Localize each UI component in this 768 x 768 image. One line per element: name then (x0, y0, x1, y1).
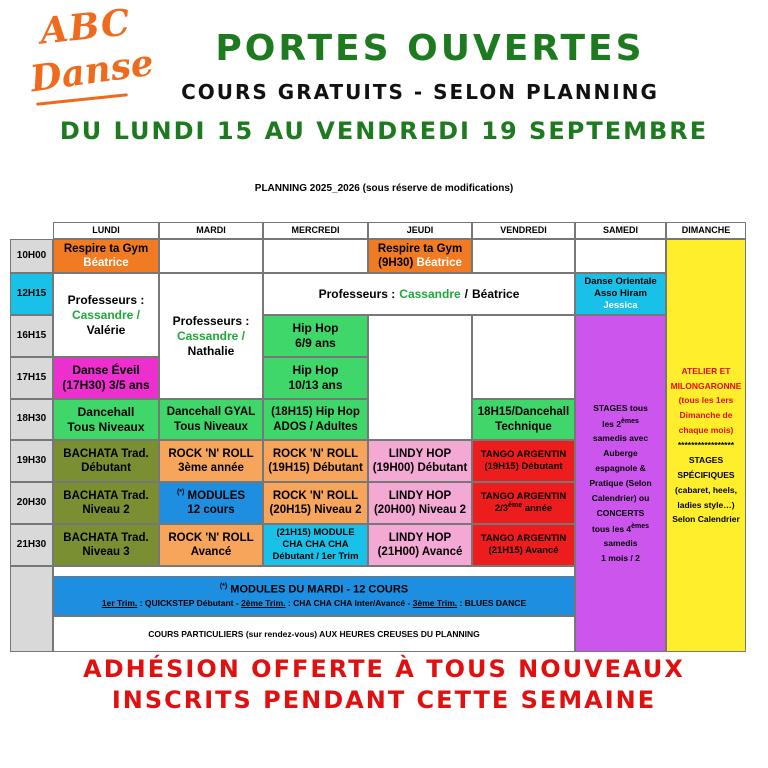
class-name: LINDY HOP (388, 447, 452, 460)
vendredi-dancehall (472, 399, 575, 440)
jeudi-empty (368, 315, 472, 440)
lundi-bachata-1 (53, 440, 159, 482)
private-lessons: COURS PARTICULIERS (sur rendez-vous) AUX HEURES CREUSES DU PLANNING (53, 616, 575, 652)
class-name: Respire ta Gym (63, 242, 149, 255)
jeudi-lindy-3 (368, 524, 472, 566)
jeudi-lindy-1 (368, 440, 472, 482)
class-name: Hip Hop (292, 321, 339, 335)
class-detail: (19H15) Débutant (484, 461, 563, 472)
trimester-text: : CHA CHA CHA Inter/Avancé - (287, 597, 411, 608)
time-19h30: 19H30 (10, 440, 53, 482)
day-header-lundi: LUNDI (53, 222, 159, 239)
prof-name: Béatrice (472, 286, 520, 301)
class-name: Danse Orientale (584, 276, 657, 288)
stages-line: samedis (603, 538, 638, 549)
samedi-empty (575, 239, 666, 273)
trimester-text: : QUICKSTEP Débutant - (139, 597, 239, 608)
mercredi-empty (263, 239, 368, 273)
teacher-name: Béatrice (416, 257, 462, 269)
prof-name: Cassandre / (71, 307, 141, 322)
schedule-grid (10, 222, 746, 652)
class-level: 2/3 (494, 503, 509, 515)
class-detail: Tous Niveaux (67, 419, 145, 434)
mardi-rock-2 (159, 524, 263, 566)
class-name: Dancehall GYAL (166, 406, 256, 419)
class-detail: (21H00) Avancé (377, 546, 463, 558)
class-detail: Technique (495, 420, 552, 433)
class-name: LINDY HOP (388, 489, 452, 502)
vendredi-tango-3 (472, 524, 575, 566)
superscript: èmes (631, 522, 650, 530)
jeudi-gym (368, 239, 472, 273)
mercredi-hiphop-3 (263, 399, 368, 440)
vendredi-tango-1 (472, 440, 575, 482)
time-empty (10, 566, 53, 652)
time-18h30: 18H30 (10, 399, 53, 440)
class-name: TANGO ARGENTIN (480, 449, 567, 461)
class-time: (9H30) (378, 257, 414, 269)
day-header-jeudi: JEUDI (368, 222, 472, 239)
stages-line: Selon Calendrier (672, 514, 740, 525)
class-detail: (17H30) 3/5 ans (62, 378, 150, 392)
stages-line: ladies style…) (677, 499, 735, 510)
mardi-dancehall (159, 399, 263, 440)
day-header-mardi: MARDI (159, 222, 263, 239)
superscript: ème (508, 502, 523, 510)
class-detail: ADOS / Adultes (273, 420, 358, 433)
lundi-bachata-3 (53, 524, 159, 566)
mardi-professors (159, 273, 263, 399)
asterisk-note: (*) (176, 488, 185, 496)
class-name: ROCK 'N' ROLL (272, 447, 359, 460)
merc-jeudi-professors (263, 273, 575, 315)
class-name (177, 489, 245, 503)
class-name: Hip Hop (292, 363, 339, 377)
class-name: (21H15) MODULE (276, 527, 355, 539)
trimester-label: 3ème Trim. (412, 597, 458, 608)
prof-name: Cassandre / (176, 328, 246, 343)
time-16h15: 16H15 (10, 315, 53, 357)
time-12h15: 12H15 (10, 273, 53, 315)
class-name: Danse Éveil (72, 363, 140, 377)
class-name: BACHATA Trad. (63, 447, 149, 460)
prof-name: Valérie (86, 322, 126, 337)
lundi-bachata-2 (53, 482, 159, 524)
footer-line-1: ADHÉSION OFFERTE À TOUS NOUVEAUX (83, 655, 685, 683)
time-10h00: 10H00 (10, 239, 53, 273)
class-name: ROCK 'N' ROLL (272, 489, 359, 502)
stages-line: (cabaret, heels, (675, 484, 737, 495)
mardi-empty (159, 239, 263, 273)
modules-banner (53, 576, 575, 616)
abc-danse-logo (27, 1, 157, 118)
stages-line: 1 mois / 2 (601, 553, 640, 564)
mardi-rock-1 (159, 440, 263, 482)
prof-name: Cassandre (399, 286, 461, 301)
atelier-line: ATELIER ET (681, 365, 731, 376)
day-header-dimanche: DIMANCHE (666, 222, 746, 239)
vendredi-empty-2 (472, 315, 575, 399)
atelier-line: (tous les 1ers (678, 395, 734, 406)
teacher-name: Jessica (603, 299, 638, 311)
prof-name: Nathalie (187, 343, 235, 358)
class-detail: 6/9 ans (295, 336, 336, 350)
stages-line: Pratique (Selon (589, 478, 652, 489)
superscript: èmes (621, 417, 639, 425)
lundi-gym (53, 239, 159, 273)
class-detail: Niveau 3 (82, 546, 130, 558)
class-detail: 3ème année (178, 462, 244, 474)
class-detail: Débutant (81, 462, 131, 474)
mercredi-hiphop-1 (263, 315, 368, 357)
lundi-professors (53, 273, 159, 357)
stages-line: CONCERTS (596, 507, 645, 518)
mercredi-chachacha (263, 524, 368, 566)
class-detail: Tous Niveaux (174, 420, 248, 433)
trimester-text: : BLUES DANCE (459, 597, 527, 608)
class-detail: Débutant / 1er Trim (272, 550, 359, 562)
class-name: CHA CHA CHA (282, 539, 349, 551)
class-name: LINDY HOP (388, 531, 452, 544)
time-20h30: 20H30 (10, 482, 53, 524)
class-detail: (20H00) Niveau 2 (373, 504, 467, 516)
day-header-samedi: SAMEDI (575, 222, 666, 239)
mercredi-rock-2 (263, 482, 368, 524)
stages-line: espagnole & (595, 463, 646, 474)
class-name: 18H15/Dancehall (477, 406, 570, 419)
asterisk-note: (*) (219, 583, 228, 591)
class-name: Dancehall (77, 404, 135, 419)
class-name: Respire ta Gym (377, 242, 463, 255)
class-detail: (19H00) Débutant (372, 462, 468, 474)
stages-line: les 2 (602, 418, 621, 429)
dimanche-column (666, 239, 746, 652)
stages-line: samedis avec (592, 433, 649, 444)
stages-line: STAGES (688, 454, 724, 465)
class-level: année (524, 503, 553, 515)
schedule-title: PLANNING 2025_2026 (sous réserve de modifications) (254, 183, 514, 194)
spacer (53, 566, 575, 576)
time-21h30: 21H30 (10, 524, 53, 566)
day-header-vendredi: VENDREDI (472, 222, 575, 239)
class-detail: 10/13 ans (288, 378, 343, 392)
trimester-label: 1er Trim. (101, 597, 138, 608)
time-17h15: 17H15 (10, 357, 53, 399)
class-detail: (19H15) Débutant (268, 462, 363, 474)
trimester-label: 2ème Trim. (241, 597, 286, 608)
date-range: DU LUNDI 15 AU VENDREDI 19 SEPTEMBRE (59, 117, 709, 145)
class-detail: 12 cours (187, 504, 235, 516)
lundi-eveil (53, 357, 159, 399)
teacher-name: Béatrice (83, 257, 129, 269)
atelier-line: chaque mois) (678, 425, 734, 436)
module-label: MODULES (187, 489, 246, 502)
class-name: TANGO ARGENTIN (480, 490, 567, 502)
modules-title: MODULES DU MARDI - 12 COURS (230, 584, 409, 597)
stages-line: SPÉCIFIQUES (677, 469, 735, 480)
vendredi-empty-1 (472, 239, 575, 273)
footer-line-2: INSCRITS PENDANT CETTE SEMAINE (111, 686, 657, 714)
prof-label: Professeurs : (318, 286, 396, 301)
prof-separator: / (464, 286, 469, 301)
class-name: ROCK 'N' ROLL (168, 447, 254, 460)
class-name: TANGO ARGENTIN (480, 533, 567, 545)
vendredi-tango-2 (472, 482, 575, 524)
page-title: PORTES OUVERTES (215, 28, 645, 69)
mercredi-rock-1 (263, 440, 368, 482)
logo-text-top: ABC (38, 1, 133, 53)
stages-line: Calendrier) ou (591, 492, 650, 503)
stages-line: Auberge (603, 448, 638, 459)
mardi-modules (159, 482, 263, 524)
samedi-stages (575, 315, 666, 652)
class-detail: (21H15) Avancé (488, 545, 559, 556)
class-name: BACHATA Trad. (63, 489, 149, 502)
page-subtitle: COURS GRATUITS - SELON PLANNING (181, 80, 659, 104)
class-detail: Avancé (190, 546, 232, 558)
class-name: ROCK 'N' ROLL (168, 531, 254, 544)
class-detail: (20H15) Niveau 2 (269, 504, 362, 516)
atelier-line: MILONGARONNE (670, 380, 742, 391)
lundi-dancehall (53, 399, 159, 440)
day-header-mercredi: MERCREDI (263, 222, 368, 239)
jeudi-lindy-2 (368, 482, 472, 524)
atelier-line: Dimanche de (679, 410, 733, 421)
samedi-orientale (575, 273, 666, 315)
class-name: BACHATA Trad. (63, 531, 149, 544)
class-detail: Niveau 2 (82, 504, 130, 516)
prof-label: Professeurs : (67, 292, 145, 307)
logo-text-bottom: Danse (27, 41, 157, 101)
class-detail: Asso Hiram (594, 288, 647, 300)
separator-stars: ***************** (677, 440, 735, 451)
stages-line: STAGES tous (593, 402, 648, 413)
mercredi-hiphop-2 (263, 357, 368, 399)
stages-line: tous les 4 (591, 523, 632, 534)
class-name: (18H15) Hip Hop (271, 406, 360, 419)
prof-label: Professeurs : (172, 313, 250, 328)
